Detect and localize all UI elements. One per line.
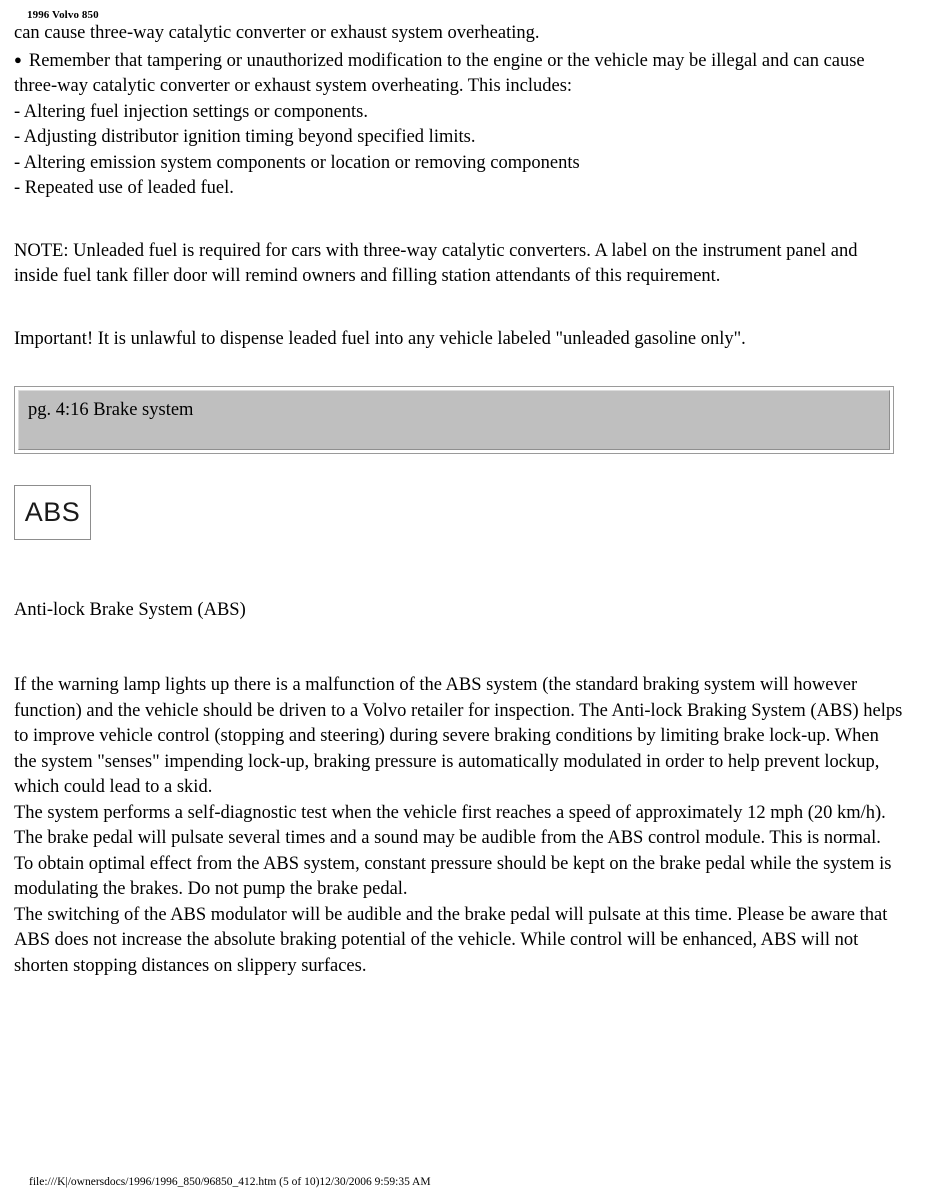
body-paragraph: The switching of the ABS modulator will be audible and the brake pedal will pulsate at this time. Please be aware that ABS does not increase the absolute braking potential of the vehicle. While control will be enhanced, ABS will not shorten stopping distances on slippery surfaces. bbox=[14, 904, 888, 976]
bullet-item bbox=[14, 47, 905, 100]
page-header: 1996 Volvo 850 bbox=[27, 9, 99, 21]
body-paragraph: If the warning lamp lights up there is a malfunction of the ABS system (the standard braking system will however function) and the vehicle should be driven to a Volvo retailer for inspection. The Anti-lock Braking System (ABS) helps to improve vehicle control (stopping and steering) during severe braking conditions by limiting brake lock-up. When the system "senses" impending lock-up, braking pressure is automatically modulated in order to help prevent lockup, which could lead to a skid. bbox=[14, 675, 903, 797]
abs-symbol-label: ABS bbox=[24, 497, 81, 527]
section-heading: Anti-lock Brake System (ABS) bbox=[14, 600, 246, 620]
bullet-icon: ● bbox=[14, 51, 22, 67]
dash-item: - Altering fuel injection settings or components. bbox=[14, 101, 369, 122]
abs-warning-symbol-icon bbox=[14, 485, 91, 540]
body-paragraph: To obtain optimal effect from the ABS system, constant pressure should be kept on the brake pedal while the system is modulating the brakes. Do not pump the brake pedal. bbox=[14, 853, 892, 899]
dash-item: - Adjusting distributor ignition timing beyond specified limits. bbox=[14, 127, 476, 147]
dash-item: - Repeated use of leaded fuel. bbox=[14, 178, 234, 198]
continued-sentence: can cause three-way catalytic converter or exhaust system overheating. bbox=[14, 23, 540, 43]
spacer bbox=[14, 290, 905, 327]
note-paragraph: NOTE: Unleaded fuel is required for cars with three-way catalytic converters. A label on the instrument panel and inside fuel tank filler door will remind owners and filling station attendants of this requirement. bbox=[14, 240, 858, 286]
spacer bbox=[14, 202, 905, 239]
page-footer-path: file:///K|/ownersdocs/1996/1996_850/96850_412.htm (5 of 10)12/30/2006 9:59:35 AM bbox=[29, 1176, 431, 1188]
figure-caption-text: pg. 4:16 Brake system bbox=[18, 390, 890, 450]
important-paragraph: Important! It is unlawful to dispense leaded fuel into any vehicle labeled "unleaded gasoline only". bbox=[14, 328, 746, 349]
dash-item: - Altering emission system components or location or removing components bbox=[14, 152, 580, 173]
bullet-item-text: Remember that tampering or unauthorized modification to the engine or the vehicle may be illegal and can cause three-way catalytic converter or exhaust system overheating. This includes: bbox=[14, 50, 865, 96]
brake-body-text bbox=[0, 673, 927, 979]
figure-caption-box bbox=[14, 386, 894, 454]
top-text-section bbox=[0, 21, 927, 352]
body-paragraph: The system performs a self-diagnostic test when the vehicle first reaches a speed of approximately 12 mph (20 km/h). The brake pedal will pulsate several times and a sound may be audible from the ABS control module. This is normal. bbox=[14, 802, 886, 848]
